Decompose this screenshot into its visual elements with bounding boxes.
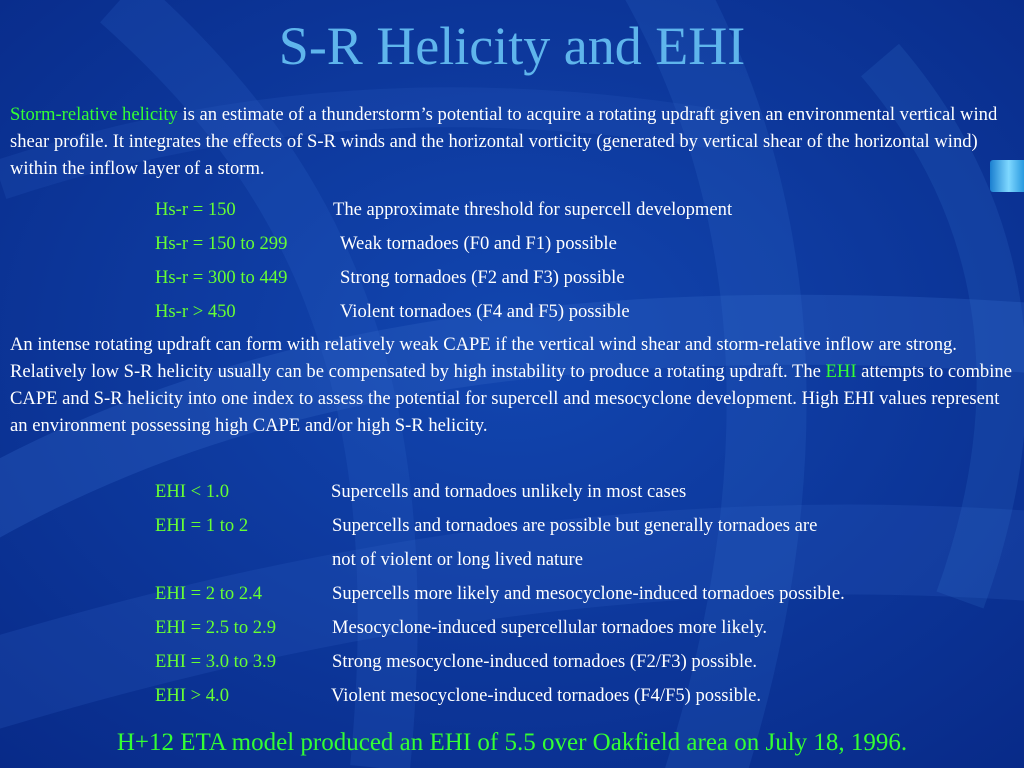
helicity-row-key: Hs-r = 300 to 449: [155, 267, 288, 288]
page-title: S-R Helicity and EHI: [278, 16, 746, 76]
helicity-row-key: Hs-r = 150: [155, 199, 236, 220]
helicity-row-desc: Violent tornadoes (F4 and F5) possible: [340, 301, 630, 322]
helicity-row-key: Hs-r > 450: [155, 301, 236, 322]
ehi-row-key: EHI > 4.0: [155, 685, 230, 706]
ehi-row-desc: Supercells and tornadoes are possible but generally tornadoes are: [332, 515, 818, 536]
ehi-row-desc: Strong mesocyclone-induced tornadoes (F2/F3) possible.: [332, 651, 758, 672]
helicity-row-desc: The approximate threshold for supercell development: [333, 199, 733, 220]
helicity-intro-paragraph: [10, 101, 1015, 182]
footer-note: H+12 ETA model produced an EHI of 5.5 over Oakfield area on July 18, 1996.: [116, 729, 908, 756]
helicity-intro-text: is an estimate of a thunderstorm’s potential to acquire a rotating updraft given an environmental vertical wind shear profile. It integrates the effects of S-R winds and the horizontal vorticity (generated by vertical shear of the horizontal wind) within the inflow layer of a storm.: [10, 104, 998, 179]
ehi-row-key: EHI = 2 to 2.4: [155, 583, 263, 604]
ehi-row-key: EHI = 2.5 to 2.9: [155, 617, 277, 638]
helicity-row-desc: Weak tornadoes (F0 and F1) possible: [340, 233, 617, 254]
helicity-row-key: Hs-r = 150 to 299: [155, 233, 288, 254]
ehi-paragraph-text-after: attempts to combine CAPE and S-R helicity into one index to assess the potential for supercell and mesocyclone development. High EHI values represent an environment possessing high CAPE and/or high S-R helicity.: [10, 361, 1012, 436]
ehi-row-desc: Supercells more likely and mesocyclone-induced tornadoes possible.: [332, 583, 845, 604]
ehi-row-desc: not of violent or long lived nature: [332, 549, 583, 570]
ehi-row-desc: Mesocyclone-induced supercellular tornadoes more likely.: [332, 617, 768, 638]
helicity-term: Storm-relative helicity: [10, 104, 178, 125]
ehi-row-key: EHI = 3.0 to 3.9: [155, 651, 277, 672]
ehi-row-desc: Violent mesocyclone-induced tornadoes (F4/F5) possible.: [331, 685, 762, 706]
helicity-row-desc: Strong tornadoes (F2 and F3) possible: [340, 267, 625, 288]
ehi-paragraph: [10, 331, 1015, 439]
ehi-paragraph-text-before: An intense rotating updraft can form with relatively weak CAPE if the vertical wind shear and storm-relative inflow are strong. Relatively low S-R helicity usually can be compensated by high instability to produce a rotating updraft. The: [10, 334, 957, 382]
ehi-row-desc: Supercells and tornadoes unlikely in most cases: [331, 481, 687, 502]
ehi-term: EHI: [825, 361, 857, 382]
ehi-row-key: EHI < 1.0: [155, 481, 230, 502]
ehi-row-key: EHI = 1 to 2: [155, 515, 249, 536]
